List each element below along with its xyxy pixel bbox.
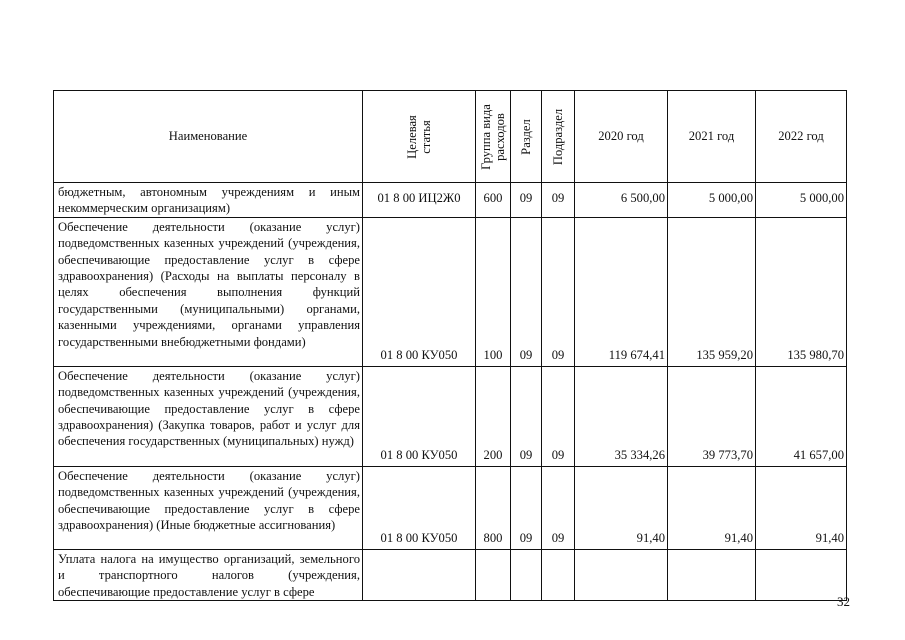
row-subsection: 09 — [542, 466, 575, 549]
header-2021: 2021 год — [668, 91, 756, 183]
row-2022 — [756, 549, 847, 600]
row-name: Уплата налога на имущество организаций, земельного и транспортного налогов (учреждения, обеспечивающие предоставление услуг в сфере — [54, 549, 363, 600]
row-target-article: 01 8 00 КУ050 — [363, 217, 476, 366]
row-2022: 5 000,00 — [756, 183, 847, 218]
row-2020: 119 674,41 — [575, 217, 668, 366]
row-2022: 135 980,70 — [756, 217, 847, 366]
header-name: Наименование — [54, 91, 363, 183]
row-section: 09 — [511, 217, 542, 366]
row-2021: 5 000,00 — [668, 183, 756, 218]
row-expense-group — [476, 549, 511, 600]
row-target-article: 01 8 00 КУ050 — [363, 466, 476, 549]
row-2020 — [575, 549, 668, 600]
row-subsection — [542, 549, 575, 600]
row-expense-group: 100 — [476, 217, 511, 366]
table-row — [54, 549, 847, 600]
row-2020: 6 500,00 — [575, 183, 668, 218]
row-section — [511, 549, 542, 600]
header-2020: 2020 год — [575, 91, 668, 183]
row-2020: 91,40 — [575, 466, 668, 549]
row-name: бюджетным, автономным учреждениям и иным некоммерческим организациям) — [54, 183, 363, 218]
table-header-row — [54, 91, 847, 183]
header-target-article: Целевая статья — [363, 91, 476, 183]
row-expense-group: 600 — [476, 183, 511, 218]
page-number: 32 — [837, 594, 850, 609]
header-subsection: Подраздел — [542, 91, 575, 183]
table-row — [54, 366, 847, 466]
row-section: 09 — [511, 183, 542, 218]
header-section: Раздел — [511, 91, 542, 183]
row-name: Обеспечение деятельности (оказание услуг) подведомственных казенных учреждений (учреждения, обеспечивающие предоставление услуг в сфере здравоохранения) (Иные бюджетные ассигнования) — [54, 466, 363, 549]
header-expense-group: Группа вида расходов — [476, 91, 511, 183]
table-row — [54, 466, 847, 549]
header-2022: 2022 год — [756, 91, 847, 183]
row-subsection: 09 — [542, 366, 575, 466]
row-section: 09 — [511, 366, 542, 466]
budget-table — [53, 90, 847, 601]
table-row — [54, 217, 847, 366]
row-section: 09 — [511, 466, 542, 549]
row-target-article: 01 8 00 ИЦ2Ж0 — [363, 183, 476, 218]
row-2022: 91,40 — [756, 466, 847, 549]
row-target-article — [363, 549, 476, 600]
row-2022: 41 657,00 — [756, 366, 847, 466]
row-2021: 135 959,20 — [668, 217, 756, 366]
row-subsection: 09 — [542, 183, 575, 218]
row-2020: 35 334,26 — [575, 366, 668, 466]
row-2021 — [668, 549, 756, 600]
row-name: Обеспечение деятельности (оказание услуг) подведомственных казенных учреждений (учреждения, обеспечивающие предоставление услуг в сфере здравоохранения) (Закупка товаров, работ и услуг для обеспечения государственных (муниципальных) нужд) — [54, 366, 363, 466]
row-2021: 39 773,70 — [668, 366, 756, 466]
row-expense-group: 800 — [476, 466, 511, 549]
row-subsection: 09 — [542, 217, 575, 366]
row-2021: 91,40 — [668, 466, 756, 549]
row-expense-group: 200 — [476, 366, 511, 466]
row-target-article: 01 8 00 КУ050 — [363, 366, 476, 466]
table-row — [54, 183, 847, 218]
row-name: Обеспечение деятельности (оказание услуг) подведомственных казенных учреждений (учреждения, обеспечивающие предоставление услуг в сфере здравоохранения) (Расходы на выплаты персоналу в целях обеспечения выполнения функций государственными (муниципальными) органами, казенными учреждениями, органами управления государственными внебюджетными фондами) — [54, 217, 363, 366]
